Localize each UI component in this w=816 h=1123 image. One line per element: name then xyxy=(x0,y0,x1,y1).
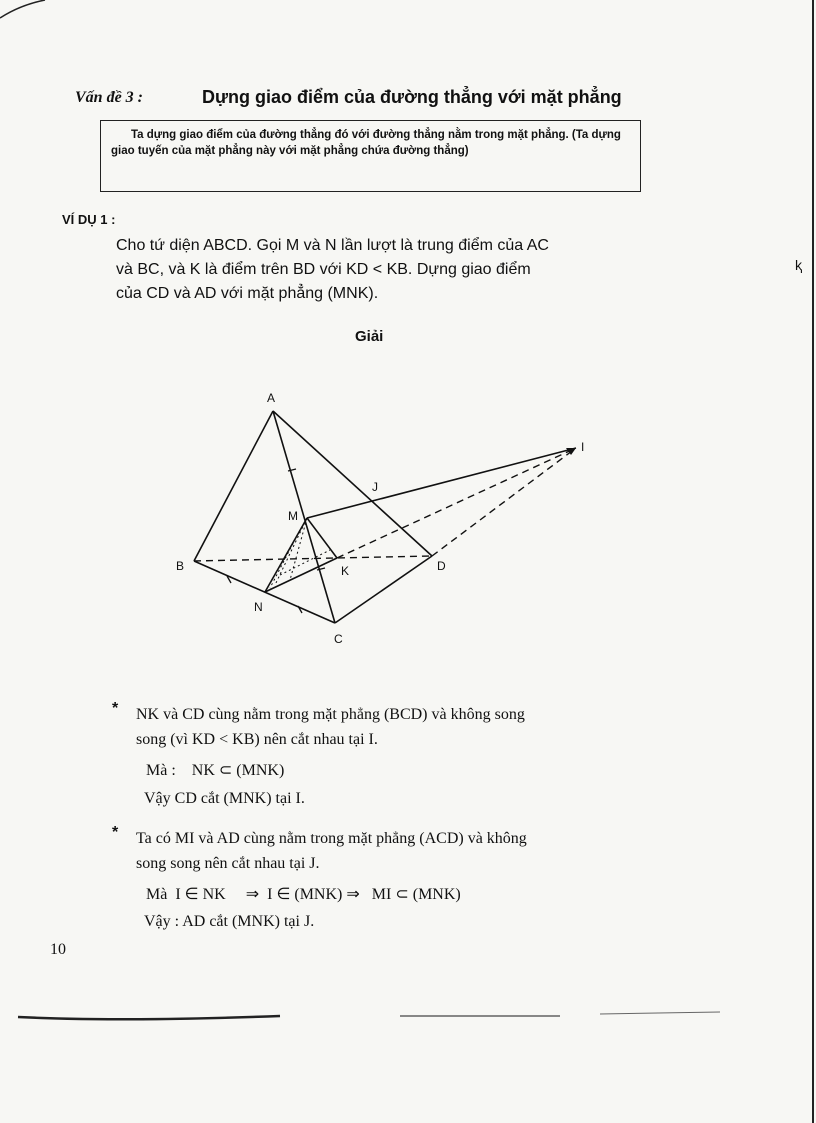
solution-line: NK và CD cùng nằm trong mặt phẳng (BCD) và không song xyxy=(136,706,525,723)
method-box-text: Ta dựng giao điểm của đường thẳng đó với đường thẳng nằm trong mặt phẳng. (Ta dựng giao tuyến của mặt phẳng này với mặt phẳng chứa đường thẳng) xyxy=(111,129,621,157)
solution-title: Giải xyxy=(355,328,384,345)
solution-given: Mà : NK ⊂ (MNK) xyxy=(146,762,285,779)
solution-given: Mà I ∈ NK ⇒ I ∈ (MNK) ⇒ MI ⊂ (MNK) xyxy=(146,886,461,903)
problem-line: của CD và AD với mặt phẳng (MNK). xyxy=(116,285,379,302)
label-M: M xyxy=(288,509,298,523)
solution-line: song (vì KD < KB) nên cắt nhau tại I. xyxy=(136,731,378,748)
label-K: K xyxy=(341,564,350,578)
problem-line: và BC, và K là điểm trên BD với KD < KB. Dựng giao điểm xyxy=(116,261,531,278)
bullet-2: * xyxy=(112,824,119,841)
solution-line: song song nên cắt nhau tại J. xyxy=(136,855,320,872)
problem-line: Cho tứ diện ABCD. Gọi M và N lần lượt là trung điểm của AC xyxy=(116,237,549,254)
label-A: A xyxy=(267,391,276,405)
section-title: Dựng giao điểm của đường thẳng với mặt phẳng xyxy=(202,87,622,107)
solution-line: Ta có MI và AD cùng nằm trong mặt phẳng (ACD) và không xyxy=(136,830,527,847)
label-J: J xyxy=(372,480,378,494)
label-I: I xyxy=(581,440,585,454)
section-label: Vấn đề 3 : xyxy=(75,89,143,106)
margin-mark: ⱪ xyxy=(795,257,802,273)
label-D: D xyxy=(437,559,446,573)
solution-conclusion: Vậy : AD cắt (MNK) tại J. xyxy=(144,913,315,930)
label-N: N xyxy=(254,600,263,614)
solution-conclusion: Vậy CD cắt (MNK) tại I. xyxy=(144,790,305,807)
label-C: C xyxy=(334,632,343,646)
bullet-1: * xyxy=(112,700,119,717)
example-label: VÍ DỤ 1 : xyxy=(62,212,116,227)
label-B: B xyxy=(176,559,185,573)
page-number: 10 xyxy=(50,941,66,958)
